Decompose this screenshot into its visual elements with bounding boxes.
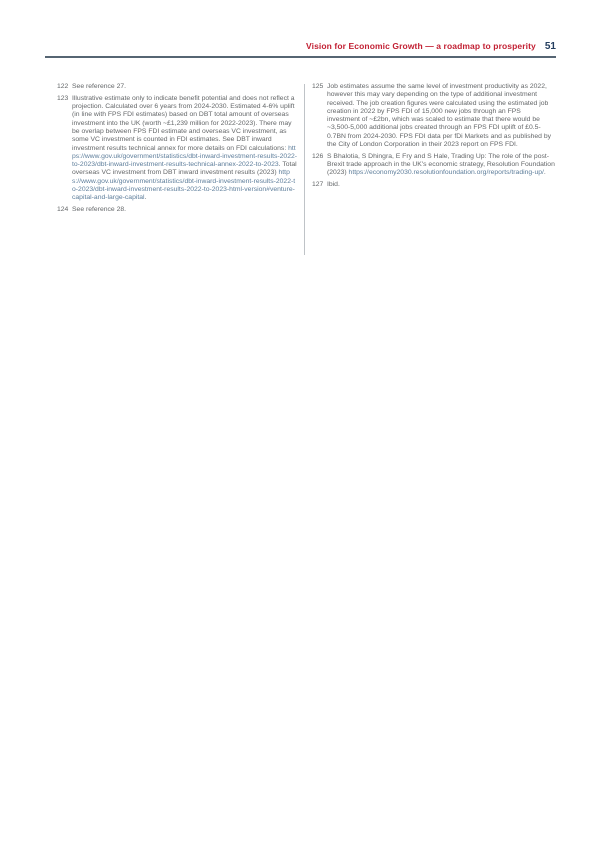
footnote-text-segment: . (543, 169, 546, 177)
footnote-text (72, 206, 126, 213)
footnote-item-122 (57, 83, 297, 91)
footnote-text-segment: . (144, 194, 147, 202)
footnote-text-segment: See reference 27. (72, 83, 127, 90)
footnote-item-127 (312, 181, 555, 189)
footnote-text-segment: Ibid. (327, 181, 340, 189)
footnote-item-123 (57, 95, 297, 203)
footnote-text (72, 95, 297, 202)
footnotes-column-right (312, 83, 555, 193)
footnote-item-124 (57, 206, 297, 214)
footnote-text (327, 181, 340, 188)
footnote-item-125 (312, 83, 555, 149)
footnote-number: 123 (57, 94, 69, 102)
footnotes-section (57, 83, 556, 255)
column-divider (304, 84, 305, 255)
header-rule (45, 56, 556, 58)
footnote-text (72, 83, 126, 90)
page-number: 51 (544, 41, 556, 52)
footnotes-column-left (57, 83, 297, 218)
footnote-link[interactable]: https://www.gov.uk/government/statistics/dbt-inward-investment-results-2022-to-2023/dbt-inward-investment-results-2022-to-2023-html-version#venture-capital-and-large-capital (72, 169, 296, 202)
footnote-number: 126 (312, 152, 324, 160)
footnote-item-126 (312, 153, 555, 178)
footnote-text-segment: S Bhalotia, S Dhingra, E Fry and S Hale, Trading Up: The role of the post-Brexit trade approach in the UK's economic strategy, Resolution Foundation (2023) (327, 152, 555, 177)
page-header (45, 41, 556, 52)
footnote-link[interactable]: https://economy2030.resolutionfoundation.org/reports/trading-up/ (348, 169, 544, 177)
footnote-number: 127 (312, 181, 324, 189)
footnote-text (327, 153, 555, 177)
footnote-link[interactable]: https://www.gov.uk/government/statistics/dbt-inward-investment-results-2022-to-2023/dbt-inward-investment-results-technical-annex-2022-to-2023 (72, 144, 298, 169)
header-title: Vision for Economic Growth — a roadmap to prosperity (306, 41, 536, 51)
footnote-text-segment: See reference 28. (72, 206, 127, 214)
footnote-number: 125 (312, 83, 324, 90)
footnote-text-segment: Illustrative estimate only to indicate benefit potential and does not reflect a projection. Calculated over 6 years from 2024-2030. Estimated 4-6% uplift (in line with FPS FDI estimates) based on DBT total amount of overseas investment into the UK (worth ~£1,239 million for 2022-2023). There may be overlap between FPS FDI estimate and overseas VC investment, as some VC investment is counted in FDI estimates. See DBT inward investment results technical annex for more details on FDI calculations: (72, 94, 295, 152)
footnote-text-segment: Job estimates assume the same level of investment productivity as 2022, however this may vary depending on the type of additional investment received. The job creation figures were calculated using the estimated job creation in 2022 by FPS FDI of 15,000 new jobs through an FPS investment of ~£2bn, which was scaled to estimate that there would be ~3,500-5,000 additional jobs created through an FPS FDI uplift of £0.5-0.7BN from 2024-2030. FPS FDI data per fDi Markets and as published by the City of London Corporation in their 2023 report on FPS FDI. (327, 83, 552, 149)
footnote-text (327, 83, 551, 148)
footnote-number: 124 (57, 206, 69, 214)
footnote-number: 122 (57, 83, 69, 90)
footnote-text-segment: . Total overseas VC investment from DBT inward investment results (2023) (72, 161, 297, 177)
